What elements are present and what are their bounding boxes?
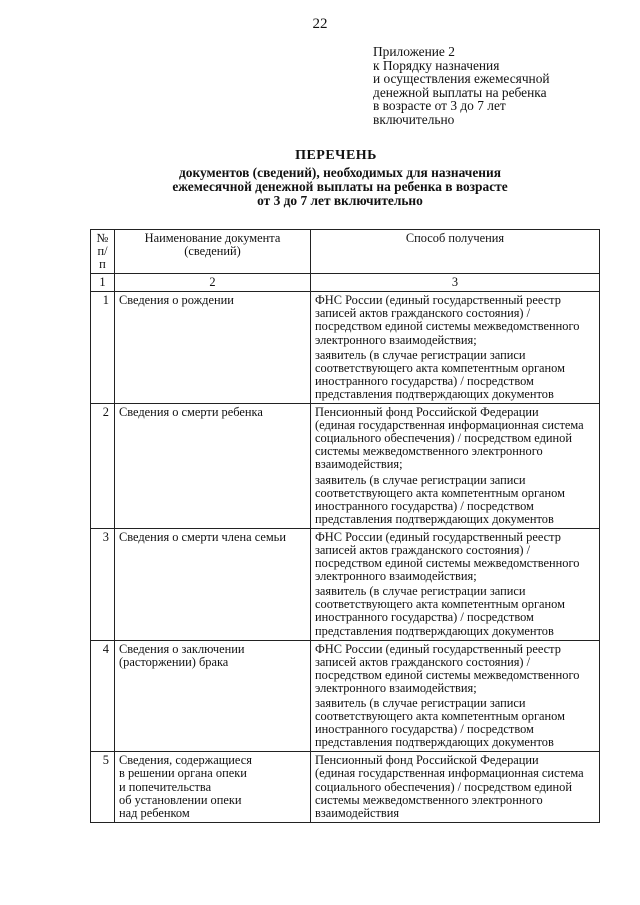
header-name: [115, 230, 311, 274]
row-number: 5: [91, 752, 115, 822]
appendix-line: и осуществления ежемесячной: [373, 71, 550, 87]
subtitle-line: ежемесячной денежной выплаты на ребенка в возрасте: [172, 178, 508, 194]
document-name-cell: [115, 528, 311, 640]
appendix-line: Приложение 2: [373, 44, 455, 59]
column-number: 2: [115, 274, 311, 292]
method-line: представления подтверждающих документов: [315, 386, 554, 401]
document-name-line: Сведения о смерти члена семьи: [119, 529, 286, 544]
document-name-line: над ребенком: [119, 805, 190, 820]
table-row: [91, 752, 600, 822]
appendix-reference: [373, 45, 623, 127]
method-line: социального обеспечения) / посредством единой: [315, 779, 572, 794]
method-line: заявитель (в случае регистрации записи: [315, 347, 526, 362]
method-line: Пенсионный фонд Российской Федерации: [315, 405, 539, 420]
documents-table: [90, 229, 600, 823]
method-line: посредством единой системы межведомственного: [315, 319, 580, 334]
method-line: соответствующего акта компетентным органом: [315, 360, 565, 375]
method-line: соответствующего акта компетентным органом: [315, 597, 565, 612]
method-cell: [311, 404, 600, 529]
method-line: (единая государственная информационная система: [315, 766, 584, 781]
method-line: системы межведомственного электронного: [315, 792, 543, 807]
table-row: [91, 640, 600, 752]
method-line: Пенсионный фонд Российской Федерации: [315, 753, 539, 768]
method-cell: [311, 292, 600, 404]
appendix-line: в возрасте от 3 до 7 лет: [373, 98, 506, 114]
method-paragraph: [315, 643, 595, 695]
method-line: соответствующего акта компетентным органом: [315, 485, 565, 500]
method-paragraph: [315, 754, 595, 819]
method-line: записей актов гражданского состояния) /: [315, 654, 531, 669]
header-name-line: Наименование документа: [144, 231, 281, 245]
document-name-line: (расторжении) брака: [119, 654, 229, 669]
method-line: социального обеспечения) / посредством единой: [315, 431, 572, 446]
method-cell: [311, 752, 600, 822]
document-name-line: Сведения о заключении: [119, 641, 245, 656]
method-line: ФНС России (единый государственный реестр: [315, 529, 561, 544]
column-number: 1: [91, 274, 115, 292]
method-line: заявитель (в случае регистрации записи: [315, 696, 526, 710]
page-number: 22: [312, 16, 328, 32]
method-line: ФНС России (единый государственный реестр: [315, 293, 561, 308]
document-subtitle: [0, 166, 640, 207]
method-line: системы межведомственного электронного: [315, 444, 543, 459]
method-line: иностранного государства) / посредством: [315, 373, 534, 388]
appendix-line: включительно: [373, 111, 455, 127]
document-name-line: Сведения о рождении: [119, 293, 234, 308]
header-num: [91, 230, 115, 274]
row-number: 2: [91, 404, 115, 529]
method-line: записей актов гражданского состояния) /: [315, 542, 531, 557]
method-line: взаимодействия: [315, 805, 400, 820]
row-number: 1: [91, 292, 115, 404]
column-number-row: [91, 274, 600, 292]
method-line: заявитель (в случае регистрации записи: [315, 584, 526, 599]
method-cell: [311, 528, 600, 640]
method-line: взаимодействия;: [315, 457, 403, 472]
table-header-row: [91, 230, 600, 274]
document-name-line: Сведения о смерти ребенка: [119, 405, 263, 420]
document-name-cell: [115, 404, 311, 529]
document-title: ПЕРЕЧЕНЬ: [295, 148, 377, 163]
method-line: посредством единой системы межведомственного: [315, 556, 580, 571]
method-paragraph: [315, 531, 595, 583]
header-method: Способ получения: [311, 230, 600, 274]
document-name-cell: [115, 292, 311, 404]
row-number: 4: [91, 640, 115, 752]
document-name-line: и попечительства: [119, 779, 212, 794]
method-paragraph: [315, 294, 595, 346]
row-number: 3: [91, 528, 115, 640]
header-name-line: (сведений): [184, 244, 241, 259]
method-paragraph: [315, 585, 595, 637]
method-line: записей актов гражданского состояния) /: [315, 306, 531, 321]
table-row: [91, 292, 600, 404]
subtitle-line: документов (сведений), необходимых для назначения: [179, 165, 501, 180]
method-line: электронного взаимодействия;: [315, 569, 477, 584]
header-num-line: п/п: [97, 244, 108, 272]
method-line: соответствующего акта компетентным органом: [315, 709, 565, 724]
method-line: (единая государственная информационная система: [315, 418, 584, 433]
method-paragraph: [315, 474, 595, 526]
method-line: иностранного государства) / посредством: [315, 610, 534, 625]
method-line: иностранного государства) / посредством: [315, 722, 534, 737]
appendix-line: денежной выплаты на ребенка: [373, 84, 547, 100]
method-line: посредством единой системы межведомственного: [315, 667, 580, 682]
document-name-cell: [115, 752, 311, 822]
method-line: ФНС России (единый государственный реестр: [315, 641, 561, 656]
method-line: электронного взаимодействия;: [315, 332, 477, 347]
appendix-line: к Порядку назначения: [373, 57, 500, 73]
column-number: 3: [311, 274, 600, 292]
method-line: электронного взаимодействия;: [315, 680, 477, 695]
method-cell: [311, 640, 600, 752]
method-line: представления подтверждающих документов: [315, 511, 554, 526]
document-name-line: об установлении опеки: [119, 792, 242, 807]
method-paragraph: [315, 697, 595, 749]
method-line: представления подтверждающих документов: [315, 623, 554, 638]
method-paragraph: [315, 349, 595, 401]
document-name-cell: [115, 640, 311, 752]
subtitle-line: от 3 до 7 лет включительно: [257, 192, 423, 208]
document-name-line: Сведения, содержащиеся: [119, 753, 252, 768]
table-row: [91, 404, 600, 529]
header-num-line: №: [96, 231, 109, 245]
method-line: заявитель (в случае регистрации записи: [315, 472, 526, 487]
method-paragraph: [315, 406, 595, 471]
method-line: представления подтверждающих документов: [315, 735, 554, 750]
table-row: [91, 528, 600, 640]
table-body: [91, 292, 600, 823]
document-name-line: в решении органа опеки: [119, 766, 247, 781]
method-line: иностранного государства) / посредством: [315, 498, 534, 513]
